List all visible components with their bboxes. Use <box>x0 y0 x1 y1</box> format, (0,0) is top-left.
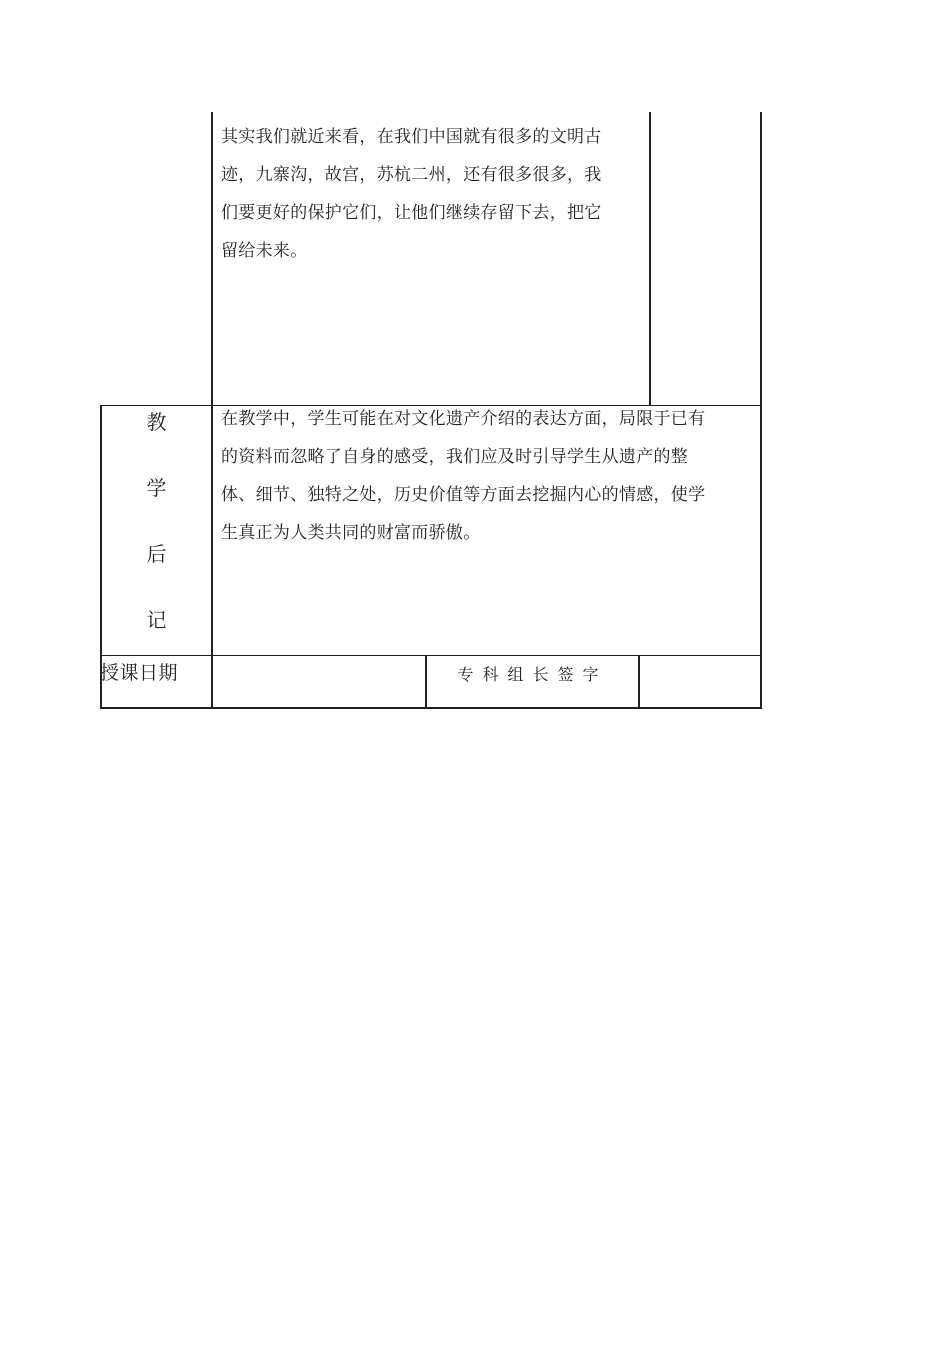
table-bottom-border <box>100 707 762 709</box>
reflection-label <box>101 407 212 671</box>
footer-divider-2 <box>638 655 640 709</box>
lesson-content-line: 其实我们就近来看，在我们中国就有很多的文明古 <box>221 127 602 147</box>
lesson-content-line: 们要更好的保护它们，让他们继续存留下去，把它 <box>221 203 602 223</box>
teaching-date-label: 授课日期 <box>100 662 179 684</box>
reflection-text <box>221 400 705 552</box>
reflection-line: 体、细节、独特之处，历史价值等方面去挖掘内心的情感，使学 <box>221 485 706 505</box>
lesson-content-line: 留给未来。 <box>221 241 308 261</box>
group-leader-signature-value <box>642 660 756 700</box>
reflection-label-char: 教 <box>146 410 167 434</box>
teaching-date-value <box>215 660 420 700</box>
reflection-label-char: 学 <box>146 476 167 500</box>
reflection-line: 在教学中，学生可能在对文化遗产介绍的表达方面，局限于已有 <box>221 409 706 429</box>
top-notes-divider <box>649 112 651 406</box>
reflection-line: 的资料而忽略了自身的感受，我们应及时引导学生从遗产的整 <box>221 447 689 467</box>
lesson-content-line: 迹，九寨沟，故宫，苏杭二州，还有很多很多，我 <box>221 165 602 185</box>
lesson-content-text <box>221 118 602 270</box>
table-right-border <box>760 112 762 709</box>
reflection-label-char: 记 <box>146 608 167 632</box>
reflection-line: 生真正为人类共同的财富而骄傲。 <box>221 523 481 543</box>
reflection-label-char: 后 <box>146 542 167 566</box>
group-leader-signature-label: 专科组长签字 <box>457 665 608 684</box>
